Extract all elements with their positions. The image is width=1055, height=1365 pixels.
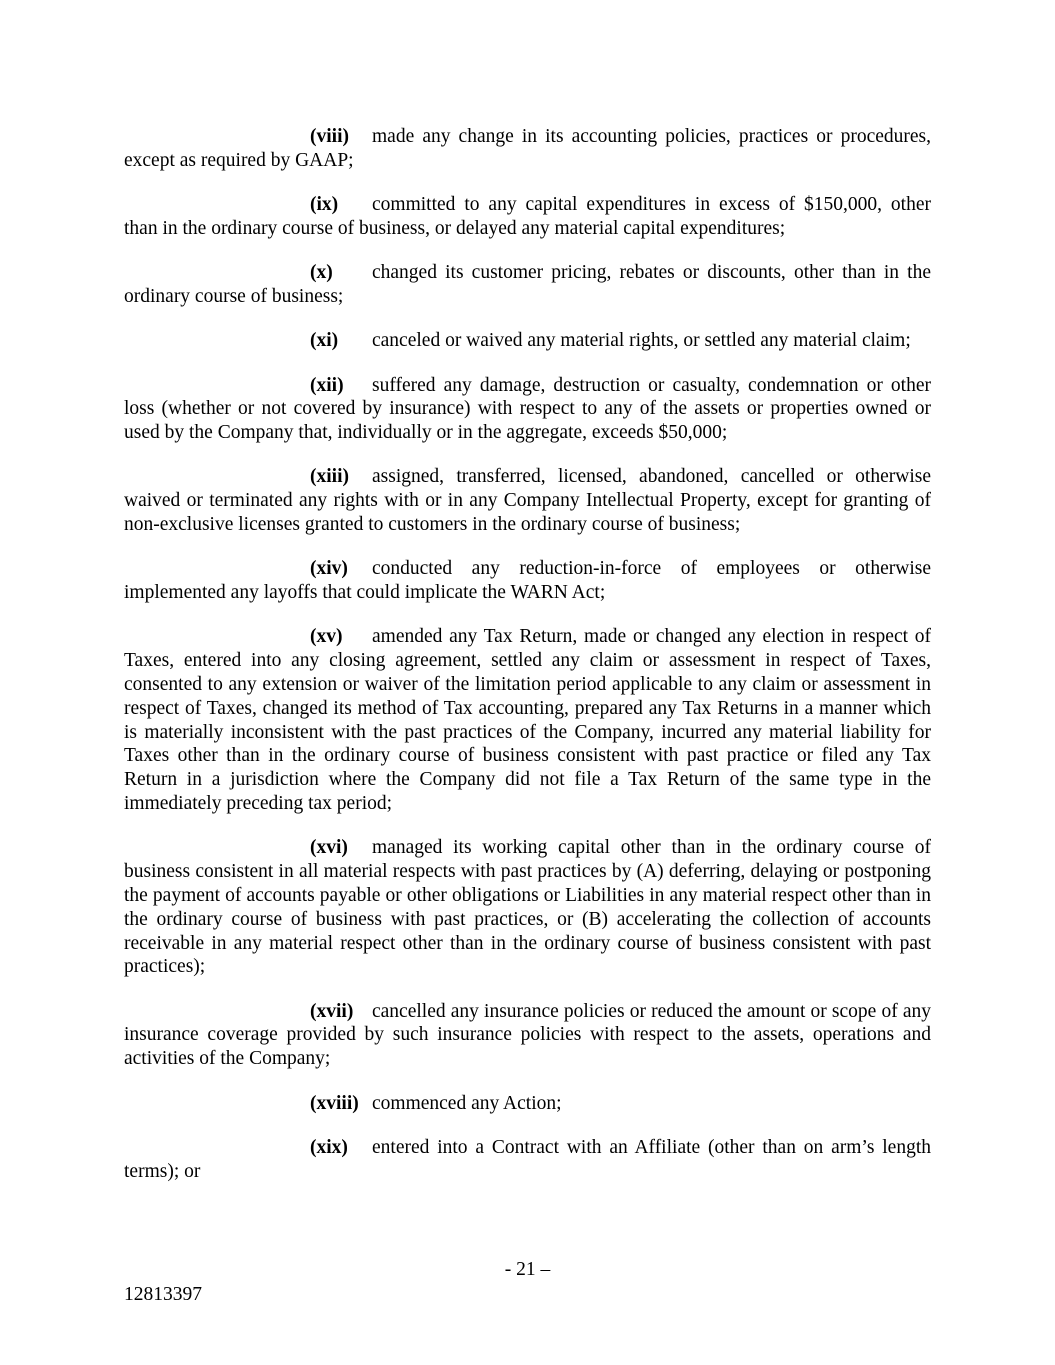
clause-viii (124, 125, 931, 173)
clause-text: entered into a Contract with an Affiliate (other than on arm’s length terms); or (124, 1136, 931, 1182)
document-body (124, 125, 931, 1204)
clause-text: committed to any capital expenditures in excess of $150,000, other than in the ordinary course of business, or delayed any material capital expenditures; (124, 194, 931, 239)
clause-xiv (124, 557, 931, 605)
clause-text: canceled or waived any material rights, or settled any material claim; (372, 330, 911, 352)
clause-number: (xvi) (310, 837, 348, 859)
clause-xvii (124, 1000, 931, 1071)
clause-text: suffered any damage, destruction or casualty, condemnation or other loss (whether or not covered by insurance) with respect to any of the assets or properties owned or used by the Company that, individually or in the aggregate, exceeds $50,000; (124, 374, 931, 444)
clause-number: (xix) (310, 1136, 348, 1158)
page-number: - 21 – (504, 1259, 551, 1280)
clause-xiii (124, 465, 931, 536)
clause-text: made any change in its accounting policies, practices or procedures, except as required by GAAP; (124, 126, 931, 171)
clause-number: (xiii) (310, 466, 349, 488)
clause-ix (124, 193, 931, 241)
clause-text: conducted any reduction-in-force of employees or otherwise implemented any layoffs that could implicate the WARN Act; (124, 558, 931, 604)
clause-number: (xii) (310, 374, 344, 396)
clause-number: (xvii) (310, 1000, 354, 1022)
clause-number: (xviii) (310, 1092, 359, 1114)
clause-text: changed its customer pricing, rebates or discounts, other than in the ordinary course of business; (124, 262, 931, 307)
clause-xvi (124, 836, 931, 979)
clause-text: amended any Tax Return, made or changed any election in respect of Taxes, entered into any closing agreement, settled any claim or assessment in respect of Taxes, consented to any extension or waiver of the limitation period applicable to any claim or assessment in respect of Taxes, changed its method of Tax accounting, prepared any Tax Returns in a manner which is materially inconsistent with the past practices of the Company, incurred any material liability for Taxes other than in the ordinary course of business consistent with past practice or filed any Tax Return in a jurisdiction where the Company did not file a Tax Return of the same type in the immediately preceding tax period; (124, 626, 931, 815)
clause-xi (124, 329, 931, 353)
clause-text: commenced any Action; (372, 1092, 562, 1114)
clause-number: (xv) (310, 626, 343, 648)
clause-number: (ix) (310, 194, 339, 216)
clause-number: (viii) (310, 126, 349, 147)
clause-text: managed its working capital other than in the ordinary course of business consistent in all material respects with past practices by (A) deferring, delaying or postponing the payment of accounts payable or other obligations or Liabilities in any material respect other than in the ordinary course of business with past practices, or (B) accelerating the collection of accounts receivable in any material respect other than in the ordinary course of business consistent with past practices); (124, 837, 931, 978)
clause-x (124, 261, 931, 309)
document-id: 12813397 (124, 1284, 202, 1305)
clause-xix (124, 1136, 931, 1184)
clause-text: cancelled any insurance policies or reduced the amount or scope of any insurance coverage provided by such insurance policies with respect to the assets, operations and activities of the Company; (124, 1000, 931, 1070)
clause-number: (x) (310, 262, 333, 284)
clause-text: assigned, transferred, licensed, abandoned, cancelled or otherwise waived or terminated any rights with or in any Company Intellectual Property, except for granting of non-exclusive licenses granted to customers in the ordinary course of business; (124, 466, 931, 536)
clause-number: (xi) (310, 330, 339, 352)
clause-xv (124, 625, 931, 815)
clause-xii (124, 374, 931, 445)
clause-xviii (124, 1092, 931, 1116)
clause-number: (xiv) (310, 558, 348, 580)
